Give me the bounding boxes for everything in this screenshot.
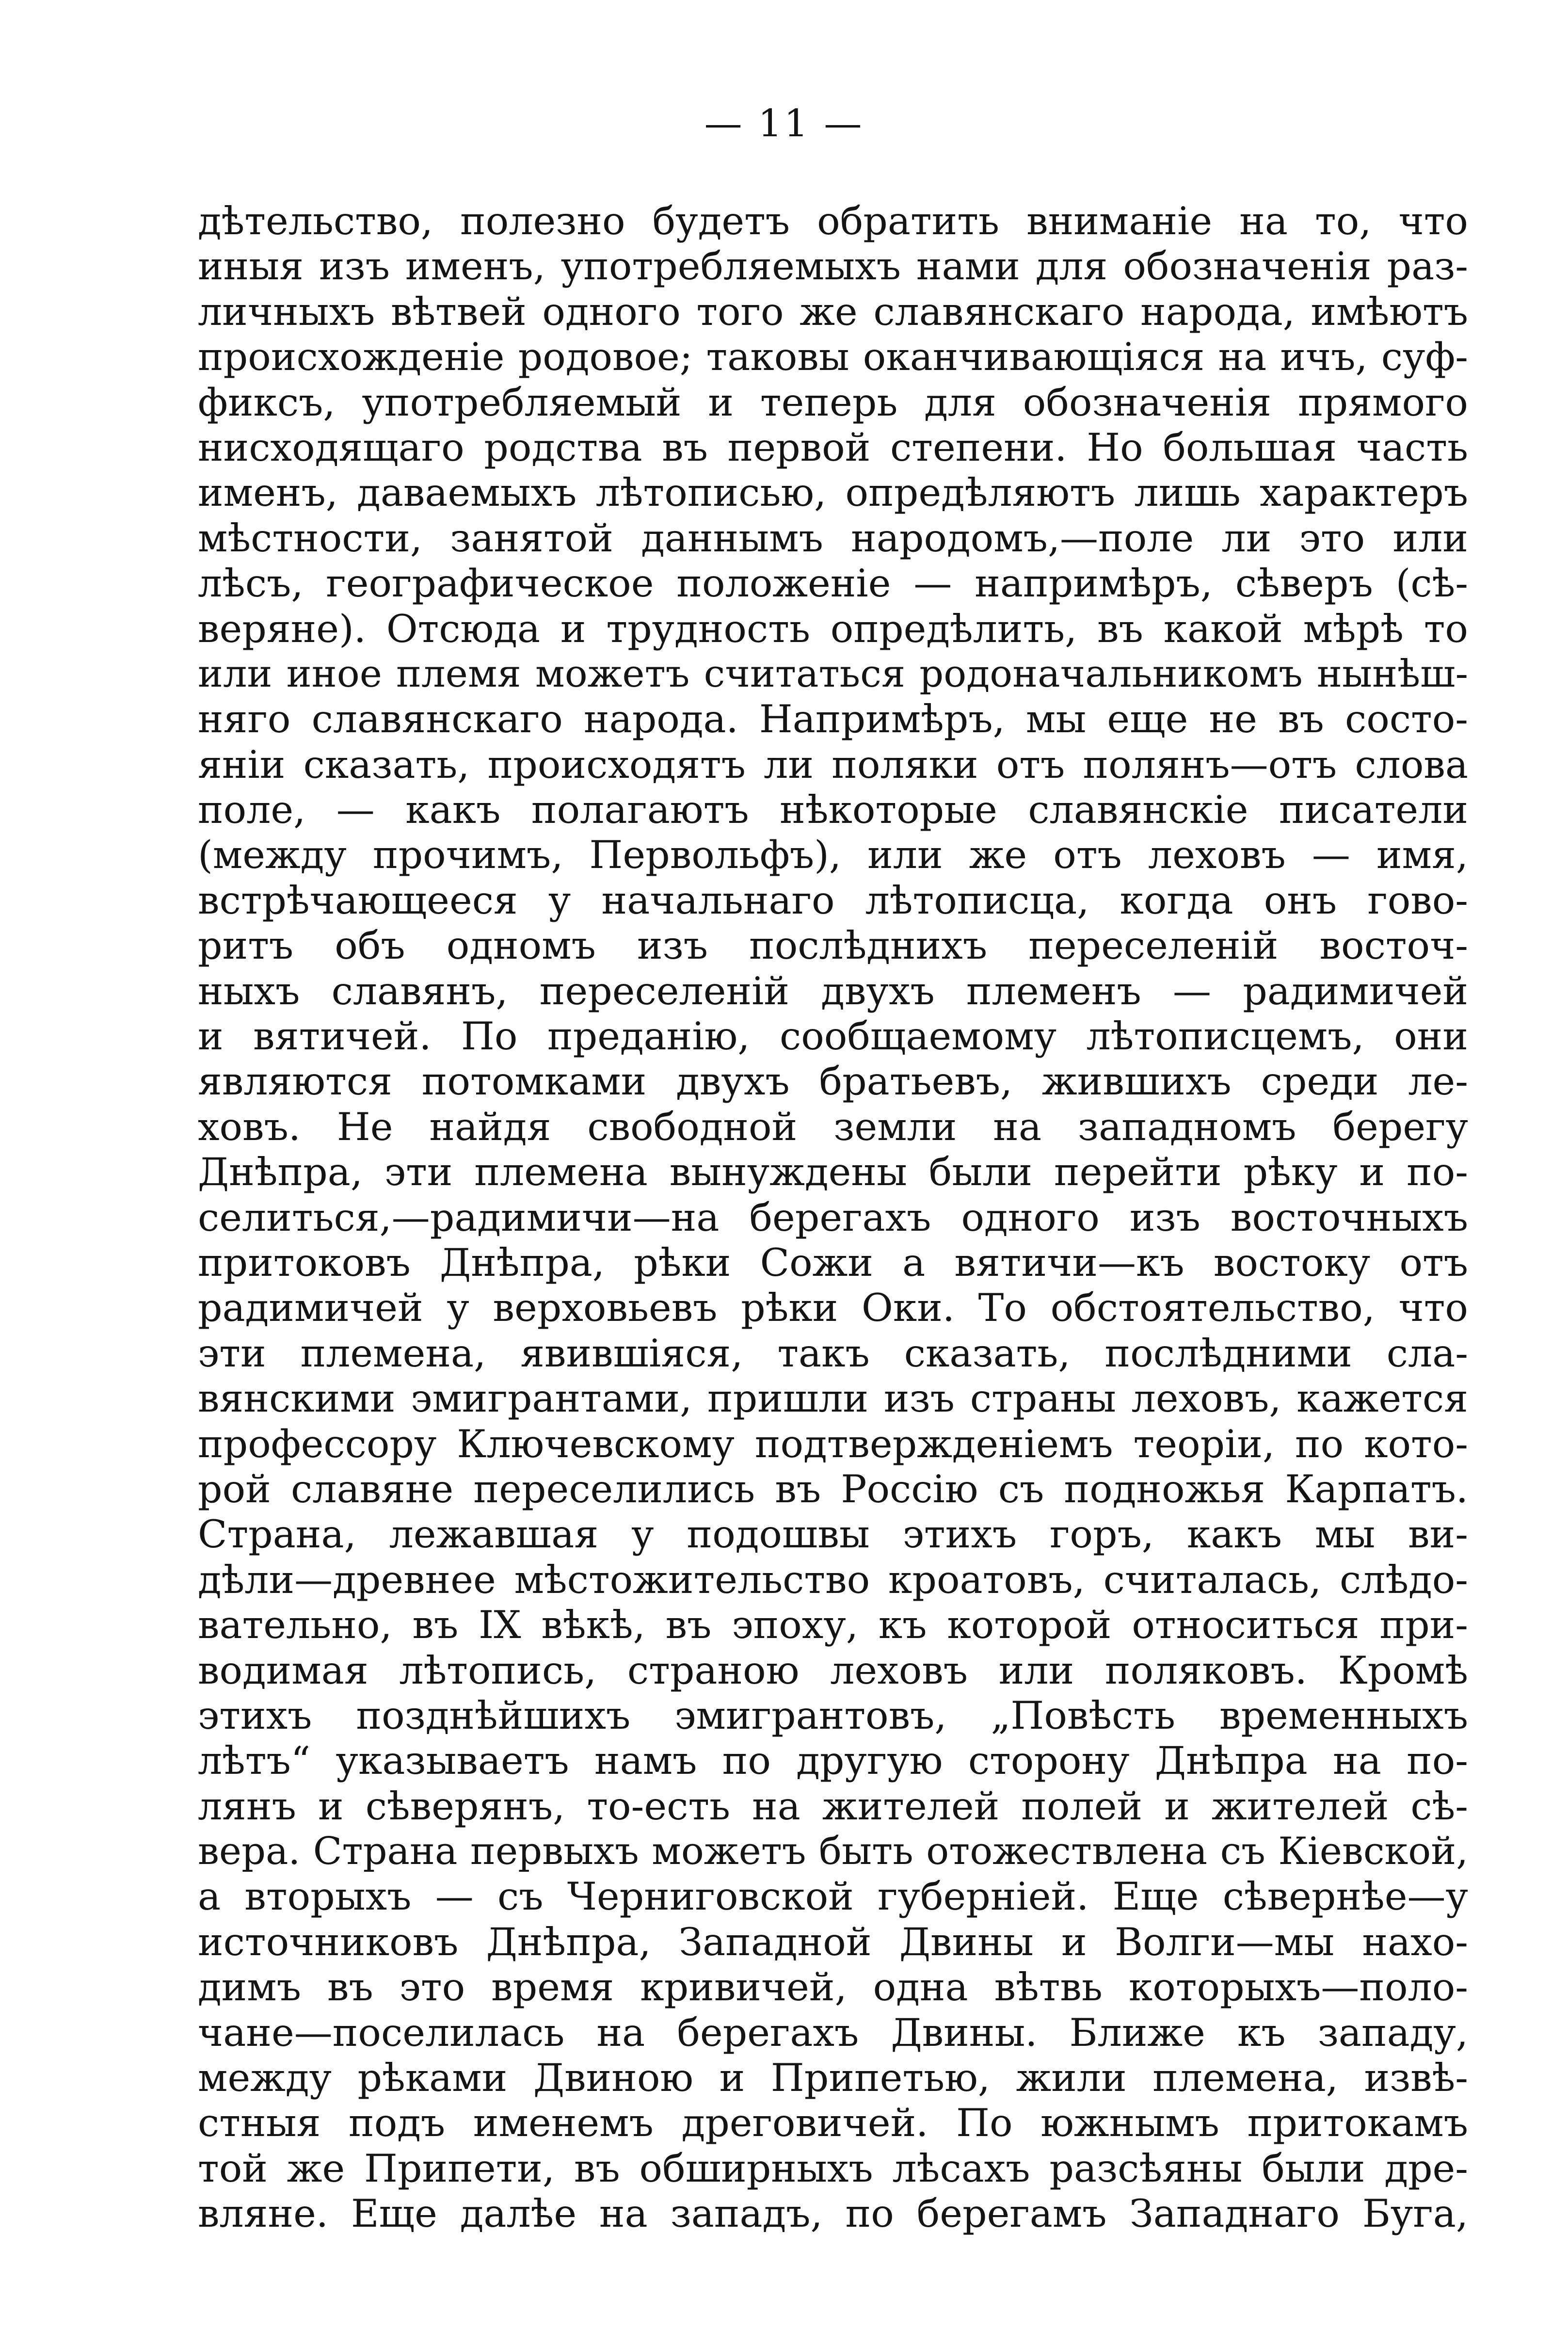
text-line: дѣли—древнее мѣстожительство кроатовъ, считалась, слѣдо- bbox=[198, 1557, 1468, 1602]
text-line: лянъ и сѣверянъ, то-есть на жителей полей и жителей сѣ- bbox=[198, 1784, 1468, 1829]
text-line: водимая лѣтопись, страною леховъ или поляковъ. Кромѣ bbox=[198, 1648, 1468, 1693]
text-line: притоковъ Днѣпра, рѣки Сожи а вятичи—къ востоку отъ bbox=[198, 1240, 1468, 1285]
text-line: (между прочимъ, Первольфъ), или же отъ леховъ — имя, bbox=[198, 833, 1468, 878]
text-line: вянскими эмигрантами, пришли изъ страны леховъ, кажется bbox=[198, 1376, 1468, 1421]
text-line: между рѣками Двиною и Припетью, жили племена, извѣ- bbox=[198, 2056, 1468, 2101]
text-line: встрѣчающееся у начальнаго лѣтописца, когда онъ гово- bbox=[198, 878, 1468, 923]
text-line: рой славяне переселились въ Россію съ подножья Карпатъ. bbox=[198, 1466, 1468, 1511]
text-line: вляне. Еще далѣе на западъ, по берегамъ Западнаго Буга, bbox=[198, 2191, 1468, 2236]
text-line: той же Припети, въ обширныхъ лѣсахъ разсѣяны были дре- bbox=[198, 2146, 1468, 2191]
text-line: веряне). Отсюда и трудность опредѣлить, въ какой мѣрѣ то bbox=[198, 606, 1468, 651]
text-line: фиксъ, употребляемый и теперь для обозначенія прямого bbox=[198, 380, 1468, 425]
body-text bbox=[198, 199, 1468, 2237]
text-line: именъ, даваемыхъ лѣтописью, опредѣляютъ лишь характеръ bbox=[198, 470, 1468, 515]
page-number: — 11 — bbox=[704, 102, 864, 145]
text-line: селиться,—радимичи—на берегахъ одного изъ восточныхъ bbox=[198, 1195, 1468, 1240]
text-line: являются потомками двухъ братьевъ, жившихъ среди ле- bbox=[198, 1059, 1468, 1104]
text-line: яніи сказать, происходятъ ли поляки отъ полянъ—отъ слова bbox=[198, 742, 1468, 787]
text-line: вательно, въ IX вѣкѣ, въ эпоху, къ которой относиться при- bbox=[198, 1603, 1468, 1648]
text-line: эти племена, явившіяся, такъ сказать, послѣдними сла- bbox=[198, 1331, 1468, 1376]
text-line: няго славянскаго народа. Напримѣръ, мы еще не въ состо- bbox=[198, 697, 1468, 742]
text-line: личныхъ вѣтвей одного того же славянскаго народа, имѣютъ bbox=[198, 289, 1468, 334]
text-line: или иное племя можетъ считаться родоначальникомъ нынѣш- bbox=[198, 652, 1468, 696]
text-line: а вторыхъ — съ Черниговской губерніей. Еще сѣвернѣе—у bbox=[198, 1874, 1468, 1919]
text-line: Днѣпра, эти племена вынуждены были перейти рѣку и по- bbox=[198, 1150, 1468, 1195]
text-line: ныхъ славянъ, переселеній двухъ племенъ — радимичей bbox=[198, 968, 1468, 1013]
text-line: чане—поселилась на берегахъ Двины. Ближе къ западу, bbox=[198, 2010, 1468, 2055]
text-line: поле, — какъ полагаютъ нѣкоторые славянскіе писатели bbox=[198, 787, 1468, 833]
text-line: лѣтъ“ указываетъ намъ по другую сторону Днѣпра на по- bbox=[198, 1738, 1468, 1784]
text-line: нисходящаго родства въ первой степени. Но большая часть bbox=[198, 425, 1468, 470]
text-line: дѣтельство, полезно будетъ обратить вниманіе на то, что bbox=[198, 199, 1468, 243]
text-line: лѣсъ, географическое положеніе — напримѣръ, сѣверъ (сѣ- bbox=[198, 561, 1468, 606]
text-line: вера. Страна первыхъ можетъ быть отожествлена съ Кіевской, bbox=[198, 1830, 1468, 1874]
text-line: происхожденіе родовое; таковы оканчивающіяся на ичъ, суф- bbox=[198, 335, 1468, 380]
text-line: ховъ. Не найдя свободной земли на западномъ берегу bbox=[198, 1104, 1468, 1149]
text-line: стныя подъ именемъ дреговичей. По южнымъ притокамъ bbox=[198, 2101, 1468, 2146]
text-line: профессору Ключевскому подтвержденіемъ теоріи, по кото- bbox=[198, 1421, 1468, 1466]
text-line: димъ въ это время кривичей, одна вѣтвь которыхъ—поло- bbox=[198, 1965, 1468, 2010]
text-line: и вятичей. По преданію, сообщаемому лѣтописцемъ, они bbox=[198, 1014, 1468, 1059]
text-line: Страна, лежавшая у подошвы этихъ горъ, какъ мы ви- bbox=[198, 1512, 1468, 1557]
text-line: этихъ позднѣйшихъ эмигрантовъ, „Повѣсть временныхъ bbox=[198, 1693, 1468, 1738]
text-line: иныя изъ именъ, употребляемыхъ нами для обозначенія раз- bbox=[198, 244, 1468, 289]
text-line: мѣстности, занятой даннымъ народомъ,—поле ли это или bbox=[198, 515, 1468, 561]
text-line: ритъ объ одномъ изъ послѣднихъ переселеній восточ- bbox=[198, 923, 1468, 968]
text-line: источниковъ Днѣпра, Западной Двины и Волги—мы нахо- bbox=[198, 1919, 1468, 1964]
text-line: радимичей у верховьевъ рѣки Оки. То обстоятельство, что bbox=[198, 1285, 1468, 1331]
